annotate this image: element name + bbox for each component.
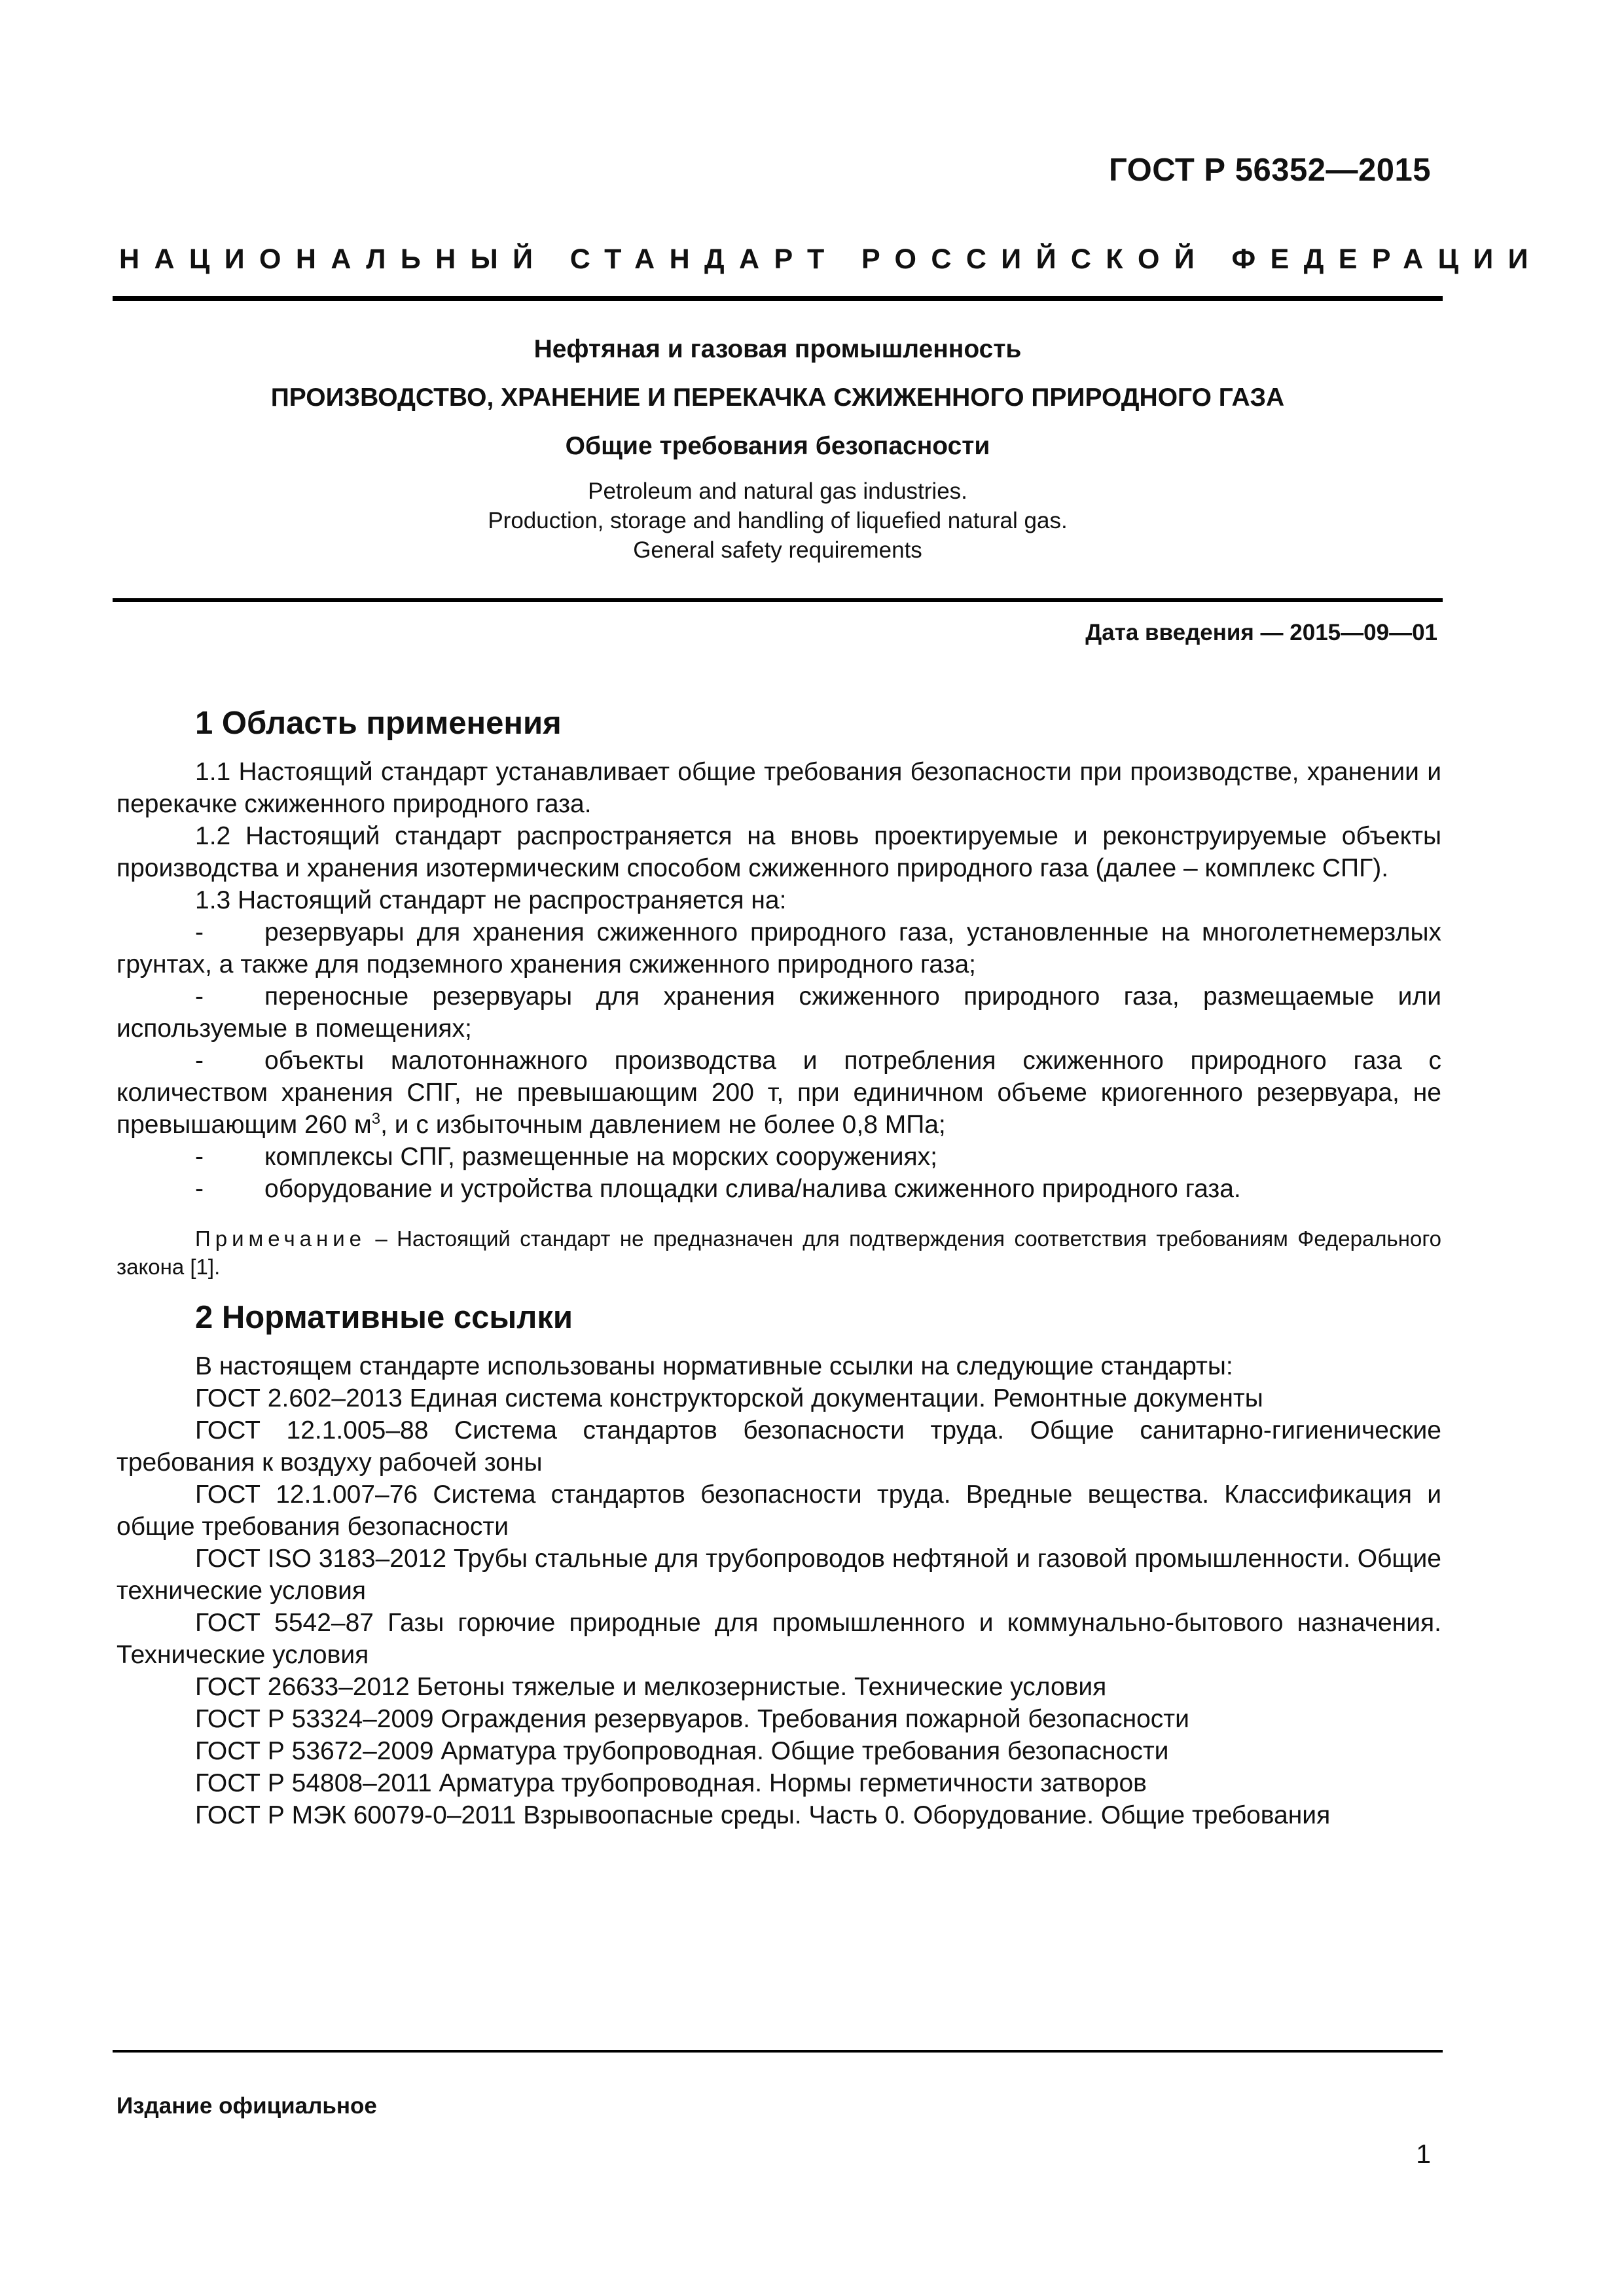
dash-marker: -: [195, 982, 204, 1011]
title-block: [113, 334, 1443, 565]
footer-rule: [113, 2050, 1443, 2053]
dash-marker: -: [195, 1047, 204, 1075]
paragraph-1-3: 1.3 Настоящий стандарт не распространяется на:: [195, 886, 787, 914]
list-item-text: комплексы СПГ, размещенные на морских сооружениях;: [264, 1143, 937, 1171]
page-number: 1: [1416, 2139, 1431, 2169]
list-item-text: переносные резервуары для хранения сжиженного природного газа, размещаемые или используемые в помещениях;: [117, 982, 1441, 1043]
list-item: [117, 980, 1441, 1045]
section-2-heading: 2 Нормативные ссылки: [195, 1300, 573, 1335]
reference-item: ГОСТ 2.602–2013 Единая система конструкторской документации. Ремонтные документы: [195, 1384, 1263, 1412]
list-item-text: оборудование и устройства площадки слива/налива сжиженного природного газа.: [264, 1175, 1241, 1203]
reference-item: ГОСТ 26633–2012 Бетоны тяжелые и мелкозернистые. Технические условия: [195, 1673, 1107, 1701]
title-rule: [113, 598, 1443, 602]
title-english-line-2: Production, storage and handling of liquefied natural gas.: [488, 508, 1068, 533]
note: [117, 1225, 1441, 1281]
reference-item: ГОСТ 12.1.007–76 Система стандартов безопасности труда. Вредные вещества. Классификация и общие требования безопасности: [117, 1480, 1441, 1541]
list-item: [117, 916, 1441, 980]
note-text: – Настоящий стандарт не предназначен для подтверждения соответствия требованиям Федерального закона [1].: [117, 1227, 1441, 1279]
title-english-line-1: Petroleum and natural gas industries.: [588, 478, 967, 504]
introduction-date: Дата введения — 2015—09—01: [1085, 620, 1437, 645]
header-rule: [113, 296, 1443, 301]
list-item: [117, 1045, 1441, 1141]
title-main: ПРОИЗВОДСТВО, ХРАНЕНИЕ И ПЕРЕКАЧКА СЖИЖЕННОГО ПРИРОДНОГО ГАЗА: [270, 384, 1285, 412]
reference-item: ГОСТ 12.1.005–88 Система стандартов безопасности труда. Общие санитарно-гигиенические требования к воздуху рабочей зоны: [117, 1416, 1441, 1477]
reference-item: ГОСТ ISO 3183–2012 Трубы стальные для трубопроводов нефтяной и газовой промышленности. Общие технические условия: [117, 1545, 1441, 1605]
references-intro: В настоящем стандарте использованы нормативные ссылки на следующие стандарты:: [195, 1352, 1233, 1380]
dash-marker: -: [195, 918, 204, 946]
section-1-heading: 1 Область применения: [195, 706, 562, 741]
list-item: [117, 1173, 1441, 1205]
list-item-text: объекты малотоннажного производства и потребления сжиженного природного газа с количеством хранения СПГ, не превышающим 200 т, при единичном объеме криогенного резервуара, не превышающим 260 м: [117, 1047, 1441, 1139]
reference-item: ГОСТ Р МЭК 60079-0–2011 Взрывоопасные среды. Часть 0. Оборудование. Общие требования: [195, 1801, 1331, 1829]
reference-item: ГОСТ Р 53324–2009 Ограждения резервуаров. Требования пожарной безопасности: [195, 1705, 1189, 1733]
document-body: [117, 704, 1441, 1831]
reference-item: ГОСТ Р 53672–2009 Арматура трубопроводная. Общие требования безопасности: [195, 1737, 1169, 1765]
list-item-text-tail: , и с избыточным давлением не более 0,8 МПа;: [380, 1111, 946, 1139]
note-label: Примечание: [195, 1227, 367, 1251]
list-item: [117, 1141, 1441, 1173]
superscript-cubic: 3: [371, 1110, 381, 1128]
paragraph-1-2: 1.2 Настоящий стандарт распространяется на вновь проектируемые и реконструируемые объекты производства и хранения изотермическим способом сжиженного природного газа (далее – комплекс СПГ).: [117, 822, 1441, 882]
paragraph-1-1: 1.1 Настоящий стандарт устанавливает общие требования безопасности при производстве, хранении и перекачке сжиженного природного газа.: [117, 758, 1441, 818]
standard-header: НАЦИОНАЛЬНЫЙ СТАНДАРТ РОССИЙСКОЙ ФЕДЕРАЦИИ: [119, 243, 1543, 275]
document-number: ГОСТ Р 56352—2015: [1108, 152, 1431, 188]
reference-item: ГОСТ 5542–87 Газы горючие природные для промышленного и коммунально-бытового назначения. Технические условия: [117, 1609, 1441, 1669]
title-industry: Нефтяная и газовая промышленность: [533, 335, 1022, 363]
official-edition-label: Издание официальное: [117, 2093, 377, 2119]
title-subtitle: Общие требования безопасности: [565, 432, 990, 460]
dash-marker: -: [195, 1175, 204, 1203]
list-item-text: резервуары для хранения сжиженного природного газа, установленные на многолетнемерзлых грунтах, а также для подземного хранения сжиженного природного газа;: [117, 918, 1441, 978]
title-english-line-3: General safety requirements: [633, 537, 922, 563]
dash-marker: -: [195, 1143, 204, 1171]
reference-item: ГОСТ Р 54808–2011 Арматура трубопроводная. Нормы герметичности затворов: [195, 1769, 1147, 1797]
